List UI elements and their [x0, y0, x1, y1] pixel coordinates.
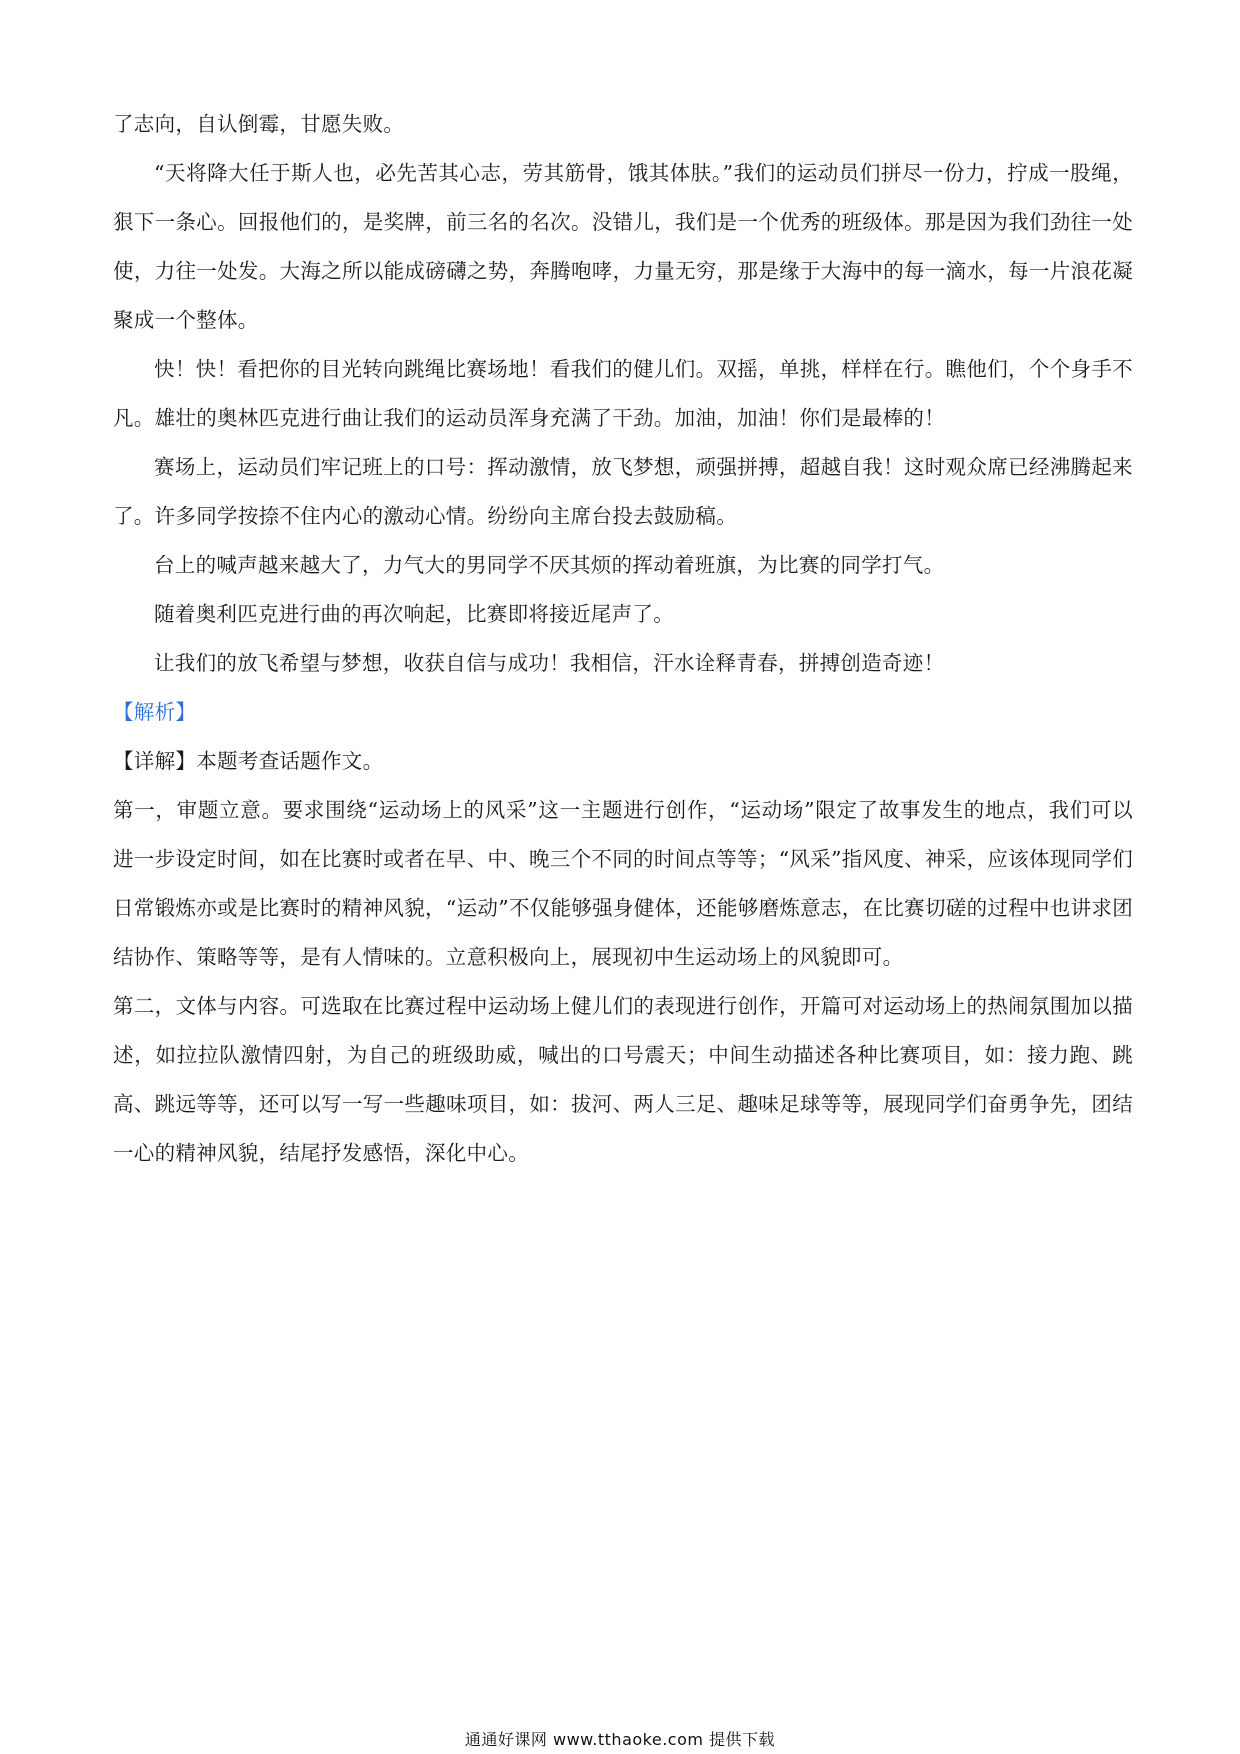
analysis-label: 【解析】: [113, 700, 197, 724]
analysis-detail: 【详解】本题考查话题作文。: [113, 749, 384, 773]
essay-paragraph-6: 随着奥利匹克进行曲的再次响起，比赛即将接近尾声了。: [154, 602, 674, 626]
essay-paragraph-4: 赛场上，运动员们牢记班上的口号：挥动激情，放飞梦想，顽强拼搏，超越自我！这时观众席已经沸腾起来了。许多同学按捺不住内心的激动心情。纷纷向主席台投去鼓励稿。: [113, 455, 1133, 528]
document-page: [113, 100, 1133, 1178]
essay-paragraph-5: 台上的喊声越来越大了，力气大的男同学不厌其烦的挥动着班旗，为比赛的同学打气。: [154, 553, 945, 577]
essay-paragraph-1: 了志向，自认倒霉，甘愿失败。: [113, 112, 405, 136]
essay-paragraph-7: 让我们的放飞希望与梦想，收获自信与成功！我相信，汗水诠释青春，拼搏创造奇迹！: [154, 651, 945, 675]
essay-paragraph-2: “天将降大任于斯人也，必先苦其心志，劳其筋骨，饿其体肤。”我们的运动员们拼尽一份力，拧成一股绳，狠下一条心。回报他们的，是奖牌，前三名的名次。没错儿，我们是一个优秀的班级体。那是因为我们劲往一处使，力往一处发。大海之所以能成磅礴之势，奔腾咆哮，力量无穷，那是缘于大海中的每一滴水，每一片浪花凝聚成一个整体。: [113, 161, 1133, 332]
analysis-point-2: 第二，文体与内容。可选取在比赛过程中运动场上健儿们的表现进行创作，开篇可对运动场上的热闹氛围加以描述，如拉拉队激情四射，为自己的班级助威，喊出的口号震天；中间生动描述各种比赛项目，如：接力跑、跳高、跳远等等，还可以写一写一些趣味项目，如：拔河、两人三足、趣味足球等等，展现同学们奋勇争先，团结一心的精神风貌，结尾抒发感悟，深化中心。: [113, 994, 1133, 1165]
footer-watermark: 通通好课网 www.tthaoke.com 提供下载: [464, 1730, 776, 1749]
analysis-point-1: 第一，审题立意。要求围绕“运动场上的风采”这一主题进行创作，“运动场”限定了故事发生的地点，我们可以进一步设定时间，如在比赛时或者在早、中、晚三个不同的时间点等等；“风采”指风度、神采，应该体现同学们日常锻炼亦或是比赛时的精神风貌，“运动”不仅能够强身健体，还能够磨炼意志，在比赛切磋的过程中也讲求团结协作、策略等等，是有人情味的。立意积极向上，展现初中生运动场上的风貌即可。: [113, 798, 1133, 969]
essay-paragraph-3: 快！快！看把你的目光转向跳绳比赛场地！看我们的健儿们。双摇，单挑，样样在行。瞧他们，个个身手不凡。雄壮的奥林匹克进行曲让我们的运动员浑身充满了干劲。加油，加油！你们是最棒的！: [113, 357, 1133, 430]
